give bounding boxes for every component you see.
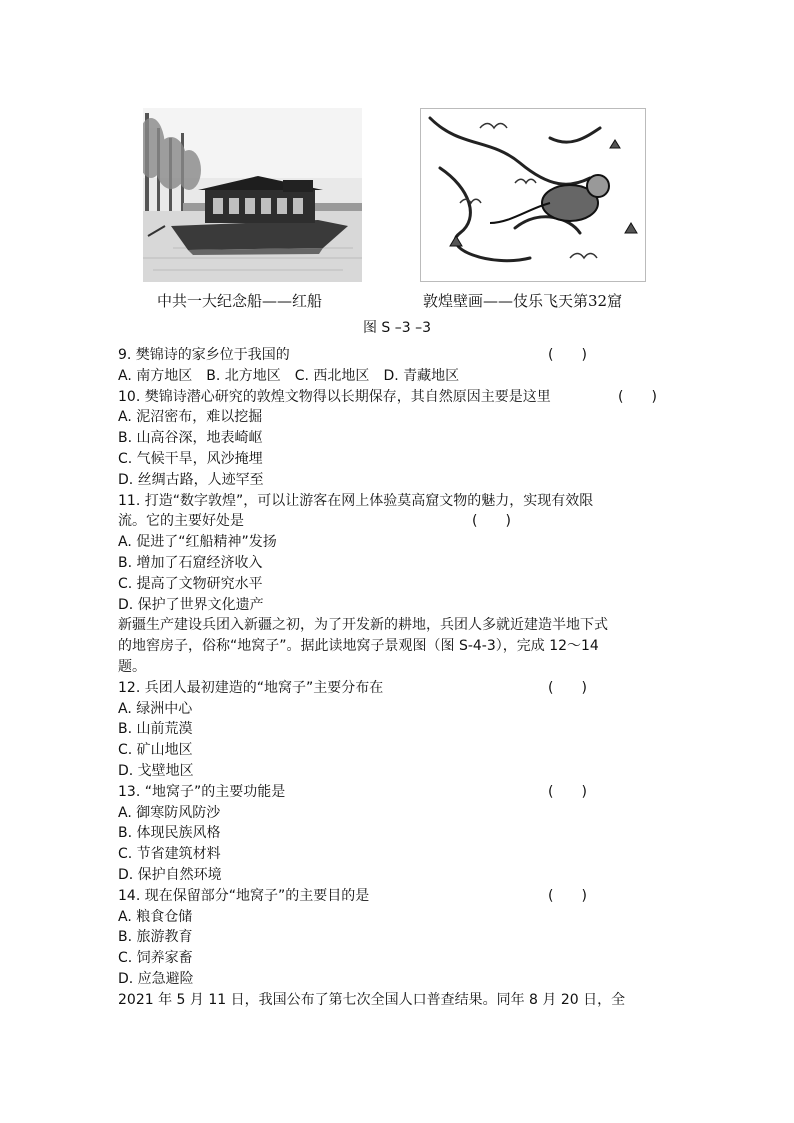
q10-answer-paren: ( ): [618, 388, 657, 405]
q10-option-b: B. 山高谷深，地表崎岖: [118, 430, 263, 447]
question-14-stem: [118, 886, 688, 907]
q10-option-a: A. 泥沼密布，难以挖掘: [118, 409, 263, 426]
q11-answer-paren: ( ): [472, 513, 511, 530]
q10-option-d: D. 丝绸古路，人迹罕至: [118, 471, 264, 488]
left-figure-caption: 中共一大纪念船——红船: [157, 292, 323, 310]
dunhuang-mural-drawing: [420, 108, 646, 282]
question-12-stem: [118, 678, 688, 699]
q11-option-d: D. 保护了世界文化遗产: [118, 596, 264, 613]
q14-stem-text: 14. 现在保留部分“地窝子”的主要目的是: [118, 887, 370, 904]
q14-answer-paren: ( ): [548, 887, 587, 904]
q9-answer-paren: ( ): [548, 347, 587, 363]
q12-option-b: B. 山前荒漠: [118, 721, 193, 738]
q13-answer-paren: ( ): [548, 783, 587, 800]
q12-answer-paren: ( ): [548, 679, 587, 696]
q14-option-b: B. 旅游教育: [118, 929, 193, 946]
question-9-stem: [118, 345, 688, 366]
q13-stem-text: 13. “地窝子”的主要功能是: [118, 783, 286, 800]
q9-option-c: C. 西北地区: [294, 367, 370, 384]
q11-stem-line2-text: 流。它的主要好处是: [118, 513, 244, 530]
q11-option-a: A. 促进了“红船精神”发扬: [118, 534, 277, 551]
q11-stem-line1: 11. 打造“数字敦煌”，可以让游客在网上体验莫高窟文物的魅力，实现有效限: [118, 492, 594, 509]
figure-label: 图 S –3 –3: [362, 320, 432, 336]
question-13-stem: [118, 782, 688, 803]
intro-line1: 新疆生产建设兵团入新疆之初，为了开发新的耕地，兵团人多就近建造半地下式: [118, 617, 608, 634]
q13-option-c: C. 节省建筑材料: [118, 846, 221, 863]
q13-option-d: D. 保护自然环境: [118, 866, 222, 883]
q9-option-b: B. 北方地区: [206, 367, 281, 384]
q9-option-d: D. 青藏地区: [383, 367, 460, 384]
q9-options: [118, 366, 688, 387]
q14-option-d: D. 应急避险: [118, 970, 194, 987]
q11-option-c: C. 提高了文物研究水平: [118, 575, 263, 592]
question-10-stem: [118, 387, 688, 408]
q14-option-a: A. 粮食仓储: [118, 908, 193, 925]
q13-option-a: A. 御寒防风防沙: [118, 804, 221, 821]
q12-option-c: C. 矿山地区: [118, 742, 193, 759]
right-figure-caption: 敦煌壁画——伎乐飞天第32窟: [423, 292, 623, 310]
question-text: [118, 345, 688, 1011]
q13-option-b: B. 体现民族风格: [118, 825, 221, 842]
question-11-stem-line2: [118, 511, 688, 532]
census-intro-line: 2021 年 5 月 11 日，我国公布了第七次全国人口普查结果。同年 8 月 20 日，全: [118, 991, 626, 1008]
q12-option-a: A. 绿洲中心: [118, 700, 193, 717]
q9-stem-text: 9. 樊锦诗的家乡位于我国的: [118, 347, 290, 363]
q9-option-a: A. 南方地区: [118, 367, 193, 384]
q10-stem-text: 10. 樊锦诗潜心研究的敦煌文物得以长期保存，其自然原因主要是这里: [118, 388, 551, 405]
q11-option-b: B. 增加了石窟经济收入: [118, 554, 263, 571]
q10-option-c: C. 气候干旱，风沙掩埋: [118, 450, 263, 467]
intro-line2: 的地窖房子，俗称“地窝子”。据此读地窝子景观图（图 S-4-3），完成 12～14: [118, 638, 599, 655]
q12-stem-text: 12. 兵团人最初建造的“地窝子”主要分布在: [118, 679, 384, 696]
red-boat-photo: [143, 108, 362, 282]
q12-option-d: D. 戈壁地区: [118, 762, 194, 779]
intro-line3: 题。: [118, 658, 146, 675]
q14-option-c: C. 饲养家畜: [118, 950, 193, 967]
